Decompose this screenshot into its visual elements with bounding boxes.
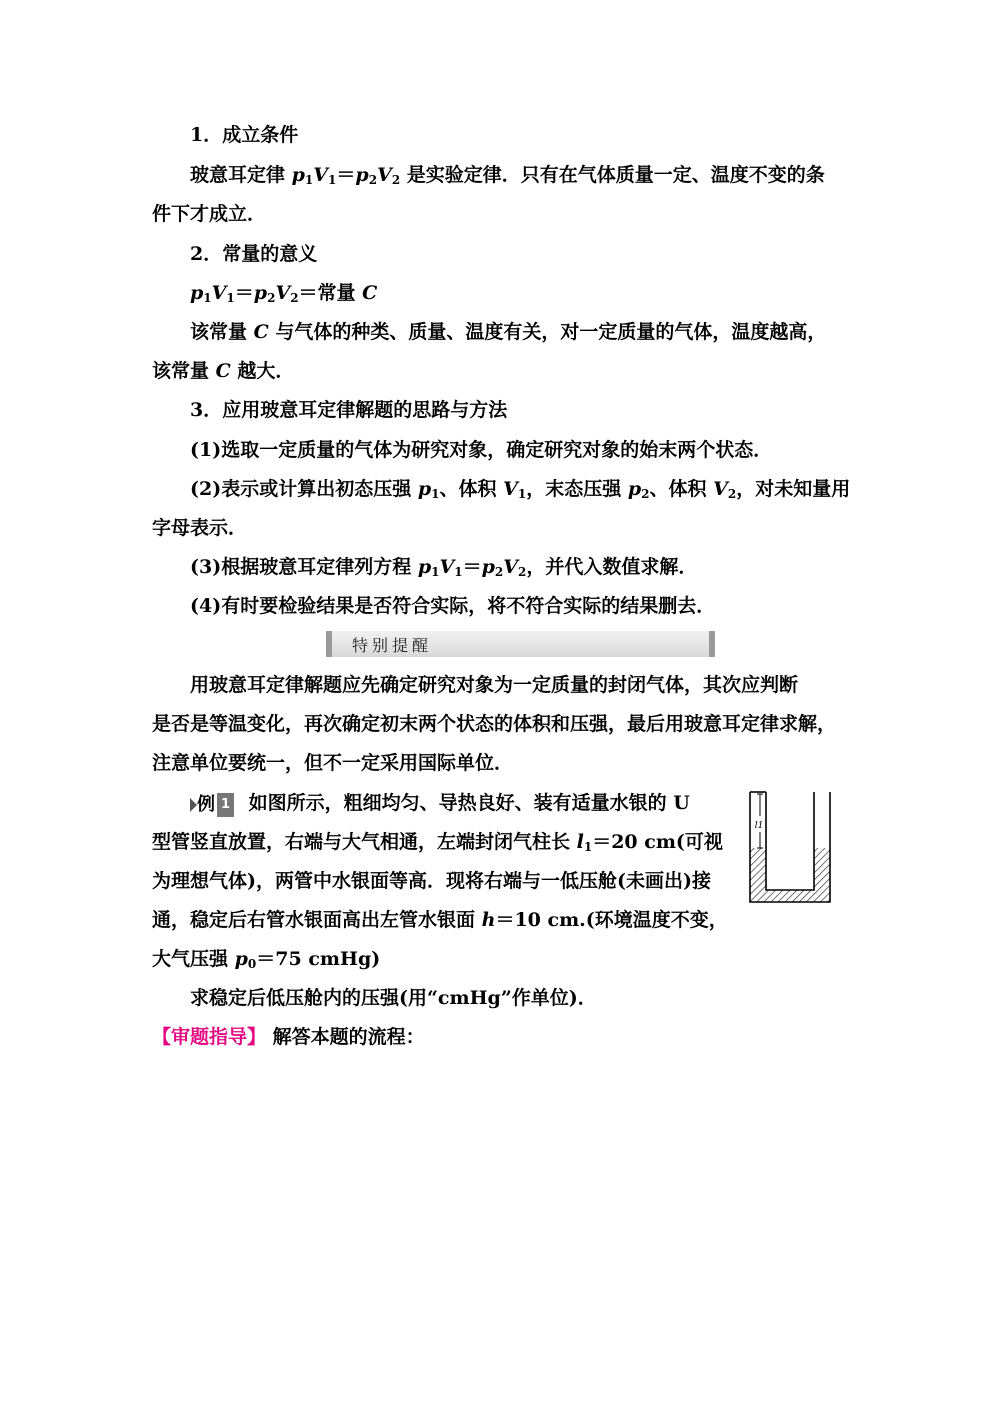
banner-label: 特别提醒: [352, 636, 433, 655]
note-line-3: 注意单位要统一，但不一定采用国际单位．: [152, 752, 514, 774]
step-2-line-1: (2)表示或计算出初态压强 $p_1$、体积 $V_1$，末态压强 $p_2$、体积 $V_2$，对未知量用: [190, 478, 851, 501]
example-line-4: 通，稳定后右管水银面高出左管水银面 h＝10 cm.(环境温度不变，: [152, 909, 728, 931]
length-label: l1: [754, 821, 764, 831]
mercury: [750, 848, 830, 902]
example-question: 求稳定后低压舱内的压强(用“cmHg”作单位)．: [190, 987, 597, 1009]
section-3-heading: 3．应用玻意耳定律解题的思路与方法: [190, 399, 508, 421]
example-line-2: 型管竖直放置，右端与大气相通，左端封闭气柱长 $l_1=20$ cm(可视: [152, 831, 723, 854]
section-1-heading: 1．成立条件: [190, 124, 299, 146]
u-tube-diagram: [748, 790, 834, 910]
para-3-line-2: 该常量 C 越大．: [152, 360, 295, 382]
arrow-icon: [190, 798, 197, 812]
section-2-heading: 2．常量的意义: [190, 243, 318, 265]
step-2-line-2: 字母表示．: [152, 517, 248, 539]
example-line-5: 大气压强 $p_0=75$ cmHg): [152, 948, 381, 971]
para-1-line-2: 件下才成立．: [152, 203, 267, 225]
note-line-1: 用玻意耳定律解题应先确定研究对象为一定质量的封闭气体，其次应判断: [190, 674, 799, 696]
note-line-2: 是否是等温变化，再次确定初末两个状态的体积和压强，最后用玻意耳定律求解，: [152, 713, 837, 735]
example-tag: 例 1: [190, 792, 234, 817]
guide-line: 【审题指导】 解答本题的流程：: [152, 1026, 425, 1048]
guide-label: 【审题指导】: [152, 1026, 267, 1048]
para-3-line-1: 该常量 C 与气体的种类、质量、温度有关，对一定质量的气体，温度越高，: [190, 321, 827, 343]
formula-line: $p_1V_1=p_2V_2=$常量 C: [190, 282, 378, 305]
step-1: (1)选取一定质量的气体为研究对象，确定研究对象的始末两个状态．: [190, 439, 773, 461]
example-line-1: 例 1 如图所示，粗细均匀、导热良好、装有适量水银的 U: [190, 791, 690, 817]
special-reminder-banner: [326, 631, 715, 657]
para-1-line-1: 玻意耳定律 $p_1V_1=p_2V_2$ 是实验定律．只有在气体质量一定、温度不变的条: [190, 164, 825, 187]
step-3: (3)根据玻意耳定律列方程 $p_1V_1=p_2V_2$，并代入数值求解．: [190, 556, 698, 579]
step-4: (4)有时要检验结果是否符合实际，将不符合实际的结果删去．: [190, 595, 716, 617]
example-line-3: 为理想气体)，两管中水银面等高．现将右端与一低压舱(未画出)接: [152, 870, 711, 892]
